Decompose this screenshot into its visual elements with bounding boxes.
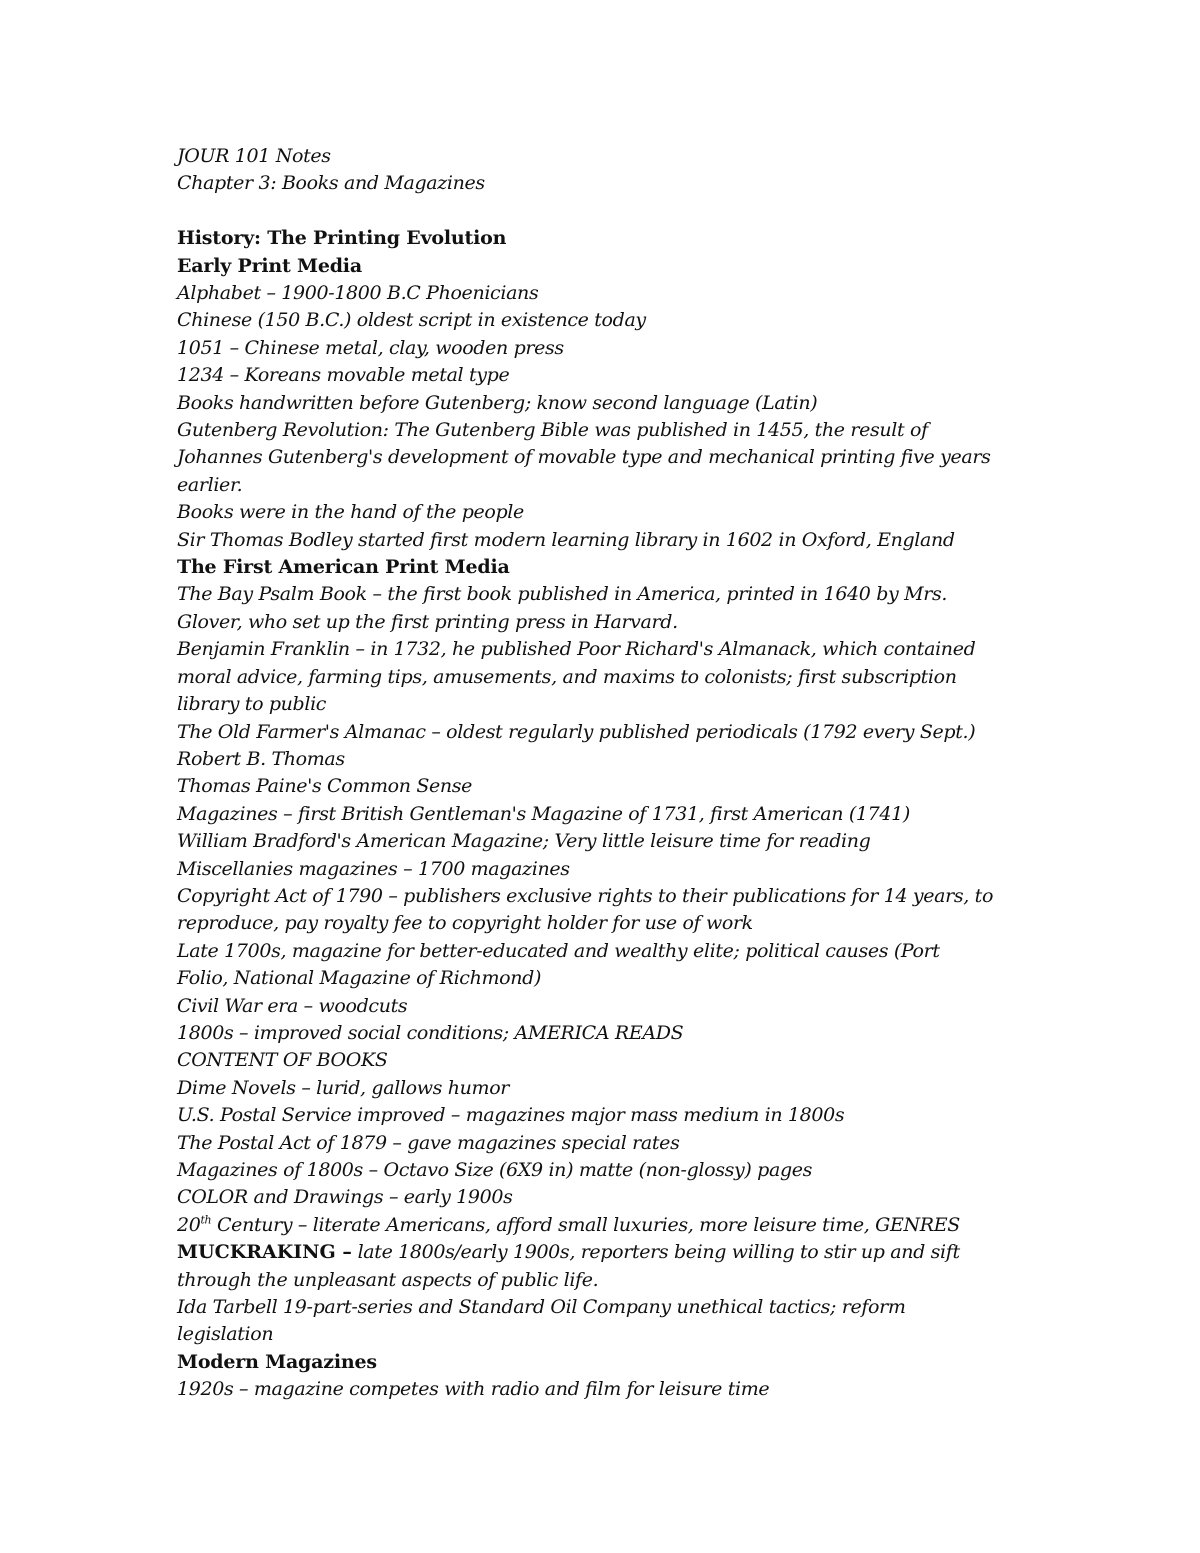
section-heading-first-american: The First American Print Media <box>177 556 510 579</box>
note-line: COLOR and Drawings – early 1900s <box>177 1186 513 1209</box>
note-line: Copyright Act of 1790 – publishers exclusive rights to their publications for 14 years, to <box>177 884 994 907</box>
document-page <box>177 143 1047 1404</box>
note-line: Glover, who set up the first printing press in Harvard. <box>177 610 678 633</box>
note-line: earlier. <box>177 473 243 496</box>
note-line: U.S. Postal Service improved – magazines major mass medium in 1800s <box>177 1104 845 1127</box>
note-line: Alphabet – 1900-1800 B.C Phoenicians <box>177 282 539 305</box>
note-line-muckraking <box>177 1239 1047 1266</box>
note-line: Chinese (150 B.C.) oldest script in existence today <box>177 309 646 332</box>
section-heading-history: History: The Printing Evolution <box>177 227 507 250</box>
note-line: The Old Farmer's Almanac – oldest regularly published periodicals (1792 every Sept.) <box>177 720 976 743</box>
note-line: 1051 – Chinese metal, clay, wooden press <box>177 336 564 359</box>
note-line: Benjamin Franklin – in 1732, he published Poor Richard's Almanack, which contained <box>177 638 976 661</box>
muckraking-text: late 1800s/early 1900s, reporters being willing to stir up and sift <box>351 1241 960 1264</box>
note-line: Gutenberg Revolution: The Gutenberg Bible was published in 1455, the result of <box>177 419 928 442</box>
ordinal-superscript: th <box>200 1213 212 1227</box>
note-line: Ida Tarbell 19-part-series and Standard Oil Company unethical tactics; reform <box>177 1296 906 1319</box>
note-line: library to public <box>177 693 327 716</box>
course-title: JOUR 101 Notes <box>177 145 331 167</box>
blank-line <box>177 198 1047 225</box>
note-line: Magazines – first British Gentleman's Magazine of 1731, first American (1741) <box>177 802 910 825</box>
note-line: 1234 – Koreans movable metal type <box>177 364 510 387</box>
note-line: moral advice, farming tips, amusements, and maxims to colonists; first subscription <box>177 665 957 688</box>
century-text: Century – literate Americans, afford small luxuries, more leisure time, GENRES <box>211 1213 960 1236</box>
note-line: through the unpleasant aspects of public life. <box>177 1268 599 1291</box>
note-line: 1800s – improved social conditions; AMERICA READS <box>177 1021 684 1044</box>
note-line: The Postal Act of 1879 – gave magazines special rates <box>177 1131 680 1154</box>
note-line: 1920s – magazine competes with radio and film for leisure time <box>177 1378 770 1401</box>
chapter-title: Chapter 3: Books and Magazines <box>177 172 485 195</box>
note-line: Late 1700s, magazine for better-educated and wealthy elite; political causes (Port <box>177 939 940 962</box>
note-line: reproduce, pay royalty fee to copyright holder for use of work <box>177 912 753 935</box>
muckraking-term: MUCKRAKING – <box>177 1241 352 1264</box>
century-number: 20 <box>177 1213 201 1236</box>
note-line: Sir Thomas Bodley started first modern learning library in 1602 in Oxford, England <box>177 528 955 551</box>
note-line: Magazines of 1800s – Octavo Size (6X9 in) matte (non-glossy) pages <box>177 1159 813 1182</box>
note-line: William Bradford's American Magazine; Very little leisure time for reading <box>177 830 871 853</box>
note-line: Civil War era – woodcuts <box>177 994 408 1017</box>
note-line: Miscellanies magazines – 1700 magazines <box>177 857 570 880</box>
note-line: Johannes Gutenberg's development of movable type and mechanical printing five years <box>177 446 991 469</box>
section-heading-modern: Modern Magazines <box>177 1350 377 1373</box>
note-line-twentieth-century <box>177 1212 1047 1239</box>
note-line: Thomas Paine's Common Sense <box>177 775 473 798</box>
note-line: CONTENT OF BOOKS <box>177 1049 388 1072</box>
note-line: Folio, National Magazine of Richmond) <box>177 967 542 990</box>
note-line: Dime Novels – lurid, gallows humor <box>177 1076 510 1099</box>
section-heading-early-print: Early Print Media <box>177 254 362 277</box>
note-line: The Bay Psalm Book – the first book published in America, printed in 1640 by Mrs. <box>177 583 948 606</box>
note-line: Books were in the hand of the people <box>177 501 524 524</box>
note-line: Books handwritten before Gutenberg; know second language (Latin) <box>177 391 818 414</box>
note-line: Robert B. Thomas <box>177 747 345 770</box>
note-line: legislation <box>177 1323 274 1346</box>
